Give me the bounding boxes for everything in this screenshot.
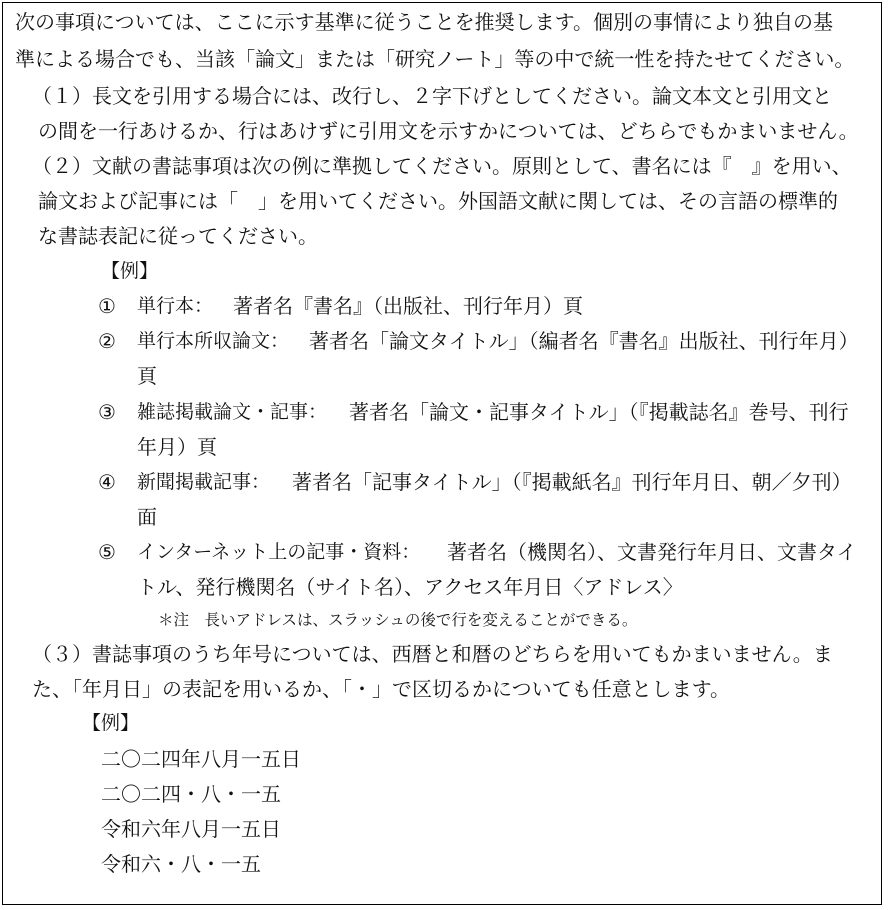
section1-line: （１）長文を引用する場合には、改行し、２字下げとしてください。論文本文と引用文と <box>32 84 832 108</box>
item-number: ① <box>98 294 116 318</box>
item-label: 単行本所収論文： <box>137 330 290 352</box>
section2-line: （２）文献の書誌事項は次の例に準拠してください。原則として、書名には『 』を用い、 <box>32 154 852 178</box>
item-text: 著者名「論文タイトル」（編者名『書名』出版社、刊行年月） <box>309 329 859 353</box>
item-text: 面 <box>137 505 157 529</box>
item-label: 雑誌掲載論文・記事： <box>137 401 328 423</box>
item-label: インターネット上の記事・資料： <box>137 541 421 563</box>
date-example: 令和六・八・一五 <box>101 852 261 876</box>
section3-line: た、「年月日」の表記を用いるか、「・」で区切るかについても任意とします。 <box>32 677 730 701</box>
section2-line: 論文および記事には「 」を用いてください。外国語文献に関しては、その言語の標準的 <box>38 189 838 213</box>
date-example: 二〇二四・八・一五 <box>101 782 281 806</box>
item-text: 著者名「記事タイトル」（『掲載紙名』刊行年月日、朝／夕刊） <box>292 470 852 494</box>
item-number: ④ <box>98 470 116 494</box>
item-text: 頁 <box>137 364 157 388</box>
example-heading: 【例】 <box>82 712 140 734</box>
date-example: 二〇二四年八月一五日 <box>101 747 301 771</box>
note-text: ＊注 長いアドレスは、スラッシュの後で行を変えることができる。 <box>158 611 638 629</box>
intro-line: 次の事項については、ここに示す基準に従うことを推奨します。個別の事情により独自の基 <box>15 10 833 34</box>
section1-line: の間を一行あけるか、行はあけずに引用文を示すかについては、どちらでもかまいません。 <box>38 119 859 143</box>
example-heading: 【例】 <box>101 260 159 282</box>
item-text: 著者名（機関名）、文書発行年月日、文書タイ <box>447 540 857 564</box>
section2-line: な書誌表記に従ってください。 <box>38 224 318 248</box>
item-label: 単行本： <box>137 295 214 317</box>
item-number: ③ <box>98 400 116 424</box>
date-example: 令和六年八月一五日 <box>101 817 281 841</box>
intro-line: 準による場合でも、当該「論文」または「研究ノート」等の中で統一性を持たせてください。 <box>15 47 855 71</box>
item-text: 年月）頁 <box>137 435 217 459</box>
item-text: トル、発行機関名（サイト名）、アクセス年月日〈アドレス〉 <box>137 575 683 599</box>
item-number: ② <box>98 329 116 353</box>
item-text: 著者名「論文・記事タイトル」（『掲載誌名』巻号、刊行 <box>349 400 849 424</box>
item-number: ⑤ <box>98 540 116 564</box>
item-label: 新聞掲載記事： <box>137 471 271 493</box>
item-text: 著者名『書名』（出版社、刊行年月）頁 <box>233 294 583 318</box>
section3-line: （３）書誌事項のうち年号については、西暦と和暦のどちらを用いてもかまいません。ま <box>32 642 833 666</box>
